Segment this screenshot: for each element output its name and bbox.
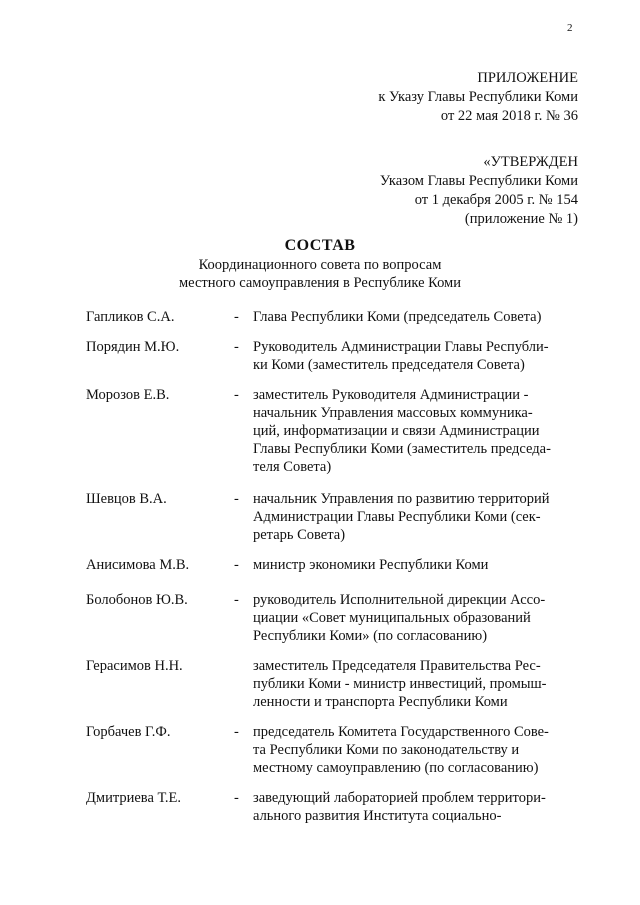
- member-dash: -: [234, 790, 239, 806]
- member-row: [0, 490, 640, 544]
- member-name: Горбачев Г.Ф.: [86, 724, 171, 740]
- member-role-line: циации «Совет муниципальных образований: [253, 610, 531, 626]
- member-role: [253, 308, 563, 326]
- member-role-line: ленности и транспорта Республики Коми: [253, 694, 508, 710]
- member-role-line: Республики Коми» (по согласованию): [253, 628, 488, 644]
- member-row: [0, 789, 640, 825]
- document-title: [0, 236, 640, 292]
- member-role-line: публики Коми - министр инвестиций, промыш-: [253, 676, 547, 692]
- member-dash: -: [234, 387, 239, 403]
- member-role: [253, 591, 563, 645]
- member-role: [253, 789, 563, 825]
- member-name: Герасимов Н.Н.: [86, 658, 183, 674]
- member-role-line: начальник Управления по развитию территорий: [253, 491, 550, 507]
- appendix-header: [378, 69, 578, 126]
- member-role-line: ки Коми (заместитель председателя Совета): [253, 357, 525, 373]
- member-name: Морозов Е.В.: [86, 387, 170, 403]
- appendix-date: от 22 мая 2018 г. № 36: [440, 108, 578, 124]
- member-role: [253, 386, 563, 476]
- member-role-line: теля Совета): [253, 459, 332, 475]
- member-row: [0, 591, 640, 645]
- appendix-title: ПРИЛОЖЕНИЕ: [477, 70, 578, 86]
- member-name: Порядин М.Ю.: [86, 339, 180, 355]
- member-role: [253, 338, 563, 374]
- member-dash: -: [234, 491, 239, 507]
- member-role-line: Глава Республики Коми (председатель Совета): [253, 309, 542, 325]
- member-name: Шевцов В.А.: [86, 491, 167, 507]
- members-list: [0, 308, 640, 825]
- member-role-line: министр экономики Республики Коми: [253, 557, 489, 573]
- member-role: [253, 490, 563, 544]
- member-role: [253, 723, 563, 777]
- member-role-line: местному самоуправлению (по согласованию): [253, 760, 539, 776]
- approved-title: «УТВЕРЖДЕН: [483, 154, 578, 170]
- member-row: [0, 386, 640, 476]
- member-role-line: та Республики Коми по законодательству и: [253, 742, 520, 758]
- member-role-line: председатель Комитета Государственного Сове-: [253, 724, 549, 740]
- approved-header: [380, 153, 578, 229]
- member-role-line: ального развития Института социально-: [253, 808, 502, 824]
- member-row: [0, 556, 640, 574]
- member-role-line: заместитель Председателя Правительства Рес-: [253, 658, 541, 674]
- member-role-line: заведующий лабораторией проблем территори-: [253, 790, 546, 806]
- approved-decree: Указом Главы Республики Коми: [379, 173, 578, 189]
- page-number: 2: [567, 22, 573, 34]
- member-dash: -: [234, 309, 239, 325]
- member-dash: -: [234, 339, 239, 355]
- member-dash: -: [234, 592, 239, 608]
- member-row: [0, 657, 640, 711]
- member-role: [253, 657, 563, 711]
- member-row: [0, 723, 640, 777]
- member-role-line: ретарь Совета): [253, 527, 346, 543]
- appendix-decree: к Указу Главы Республики Коми: [378, 89, 578, 105]
- member-role-line: руководитель Исполнительной дирекции Ассо-: [253, 592, 546, 608]
- title-sub-line-1: Координационного совета по вопросам: [198, 257, 442, 273]
- member-role-line: ций, информатизации и связи Администрации: [253, 423, 540, 439]
- member-name: Гапликов С.А.: [86, 309, 175, 325]
- member-role-line: начальник Управления массовых коммуника-: [253, 405, 533, 421]
- member-row: [0, 308, 640, 326]
- member-name: Дмитриева Т.Е.: [86, 790, 182, 806]
- member-name: Анисимова М.В.: [86, 557, 190, 573]
- member-name: Болобонов Ю.В.: [86, 592, 188, 608]
- title-main: СОСТАВ: [284, 237, 356, 254]
- member-role: [253, 556, 563, 574]
- approved-date: от 1 декабря 2005 г. № 154: [414, 192, 578, 208]
- member-dash: -: [234, 557, 239, 573]
- member-role-line: Главы Республики Коми (заместитель председа-: [253, 441, 551, 457]
- member-row: [0, 338, 640, 374]
- approved-annex: (приложение № 1): [464, 211, 578, 227]
- member-role-line: Администрации Главы Республики Коми (сек-: [253, 509, 541, 525]
- member-role-line: заместитель Руководителя Администрации -: [253, 387, 529, 403]
- member-role-line: Руководитель Администрации Главы Республи-: [253, 339, 549, 355]
- member-dash: -: [234, 724, 239, 740]
- title-sub-line-2: местного самоуправления в Республике Коми: [179, 275, 461, 291]
